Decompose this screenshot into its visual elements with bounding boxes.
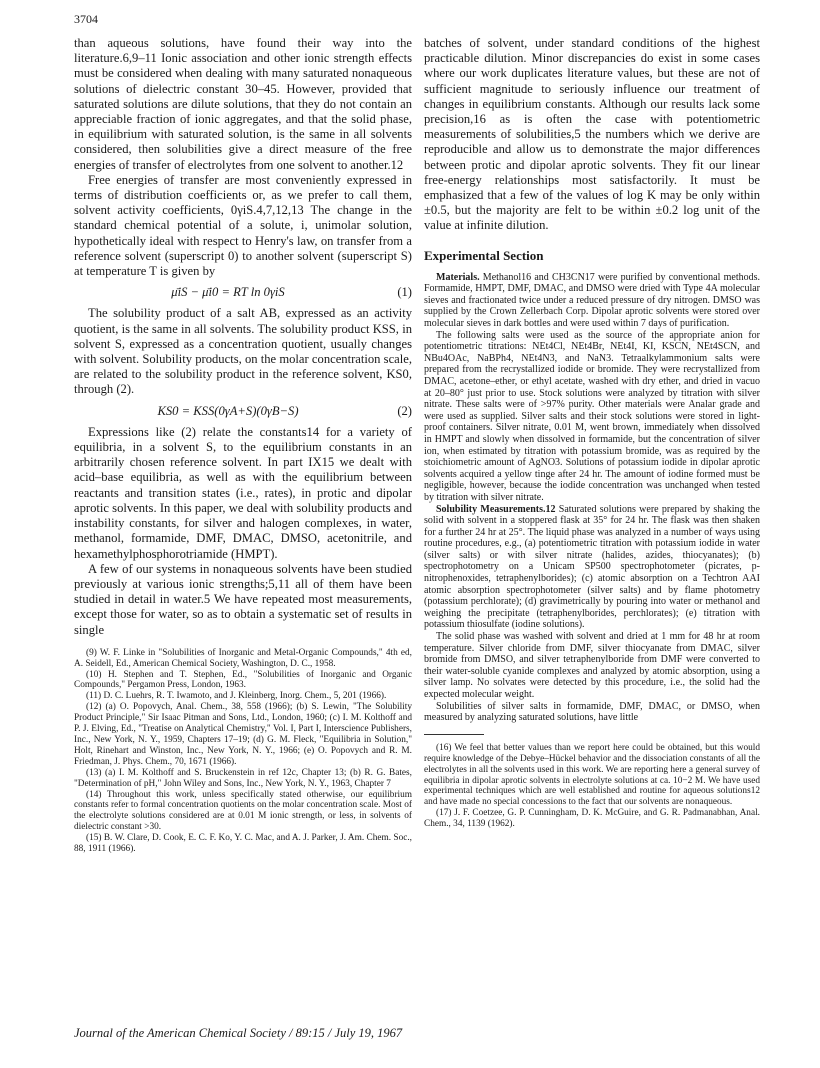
solubility-paragraph [424, 504, 760, 632]
paragraph: than aqueous solutions, have found their way into the literature.6,9–11 Ionic association and other ionic strength effects must be considered when dealing with many saturated nonaqueous solutions of dielectric constant 30–45. However, provided that saturated solutions are dilute solutions, that they do not contain an appreciable fraction of ionic aggregates, and that the solid phase, in equilibrium with saturated solution, is the same in all solvents considered, then solubilities give a direct measure of the free energies of transfer of electrolytes from one solvent to another.12 [74, 36, 412, 172]
page-number: 3704 [74, 12, 98, 26]
references [74, 648, 412, 855]
equation-1 [74, 285, 412, 300]
paragraph: Solubilities of silver salts in formamide, DMF, DMAC, or DMSO, when measured by analyzing saturated solutions, have little [424, 700, 760, 724]
right-column [424, 36, 760, 830]
paragraph-text: Methanol16 and CH3CN17 were purified by conventional methods. Formamide, HMPT, DMF, DMAC, and DMSO were dried with Type 4A molecular sieves and fractionated twice under a reduced pressure of dry nitrogen. DMSO was supplied by the Crown Zellerbach Corp. Dipolar aprotic solvents were stored over molecular sieves in dark bottles and were used within 7 days of purification. [424, 271, 760, 330]
reference: (12) (a) O. Popovych, Anal. Chem., 38, 558 (1966); (b) S. Lewin, "The Solubility Product Principle," Sir Isaac Pitman and Sons, Ltd., London, 1960; (c) I. M. Kolthoff and P. J. Elving, Ed., "Treatise on Analytical Chemistry," Vol. I, Part I, Interscience Publishers, Inc., New York, N. Y., 1959, Chapters 17–19; (d) G. M. Fleck, "Equilibria in Solution," Holt, Rinehart and Winston, Inc., New York, N. Y., 1966; (e) O. Popovych and R. M. Friedman, J. Phys. Chem., 70, 1671 (1966). [74, 702, 412, 767]
section-title: Experimental Section [424, 247, 544, 263]
reference: (13) (a) I. M. Kolthoff and S. Bruckenstein in ref 12c, Chapter 13; (b) R. G. Bates, "Determination of pH," John Wiley and Sons, Inc., New York, N. Y., 1963, Chapter 7 [74, 767, 412, 789]
equation-number: (1) [397, 285, 412, 300]
footnote-divider [424, 734, 484, 735]
left-column [74, 36, 412, 855]
footnote: (16) We feel that better values than we report here could be obtained, but this would require knowledge of the Debye–Hückel behavior and the dissociation constants of all the electrolytes in all the solvents used in this work. We are reporting here a general survey of equilibria in dipolar aprotic solvents in electrolyte solutions at ca. 10−2 M. We have used experimental techniques which are well established and routine for aqueous solutions12 and have made no special concessions to the fact that our solvents are nonaqueous. [424, 742, 760, 808]
paragraph: Free energies of transfer are most conveniently expressed in terms of distribution coefficients or, as we prefer to call them, solvent activity coefficients, 0γiS.4,7,12,13 The change in the standard chemical potential of a solute, i, unimolar solution, hypothetically ideal with respect to Henry's law, on transfer from a reference solvent (superscript 0) to another solvent (superscript S) at temperature T is given by [74, 172, 412, 279]
paragraph-text: Saturated solutions were prepared by shaking the solid with solvent in a stoppered flask at 35° for 24 hr. The flask was then shaken for a further 24 hr at 25°. The liquid phase was analyzed in a number of ways using routine procedures, e.g., (a) potentiometric titration with potassium iodide in water (silver salts) or with silver nitrate (halides, azides, thiocyanates); (b) spectrophotometry on a Unicam SP500 spectrophotometer (picrates, p-nitrophenoxides, tetraphenylborides); (c) atomic absorption on a Techtron AAI atomic absorption spectrophotometer (silver salts) and by flame photometry (potassium perchlorate); (d) gravimetrically by pouring into water or methanol and weighing the precipitate (tetraphenylborides, perchlorates); (e) titration with potassium thiosulfate (iodine solutions). [424, 503, 760, 631]
run-in-heading: Solubility Measurements.12 [436, 503, 556, 515]
paragraph: The solubility product of a salt AB, expressed as an activity quotient, is the same in all solvents. The solubility product KSS, in solvent S, expressed as a concentration quotient, usually changes with solvent. Solubility products, on the molar concentration scale, are related to the solubility product in the reference solvent, KS0, through (2). [74, 306, 412, 397]
footnote: (17) J. F. Coetzee, G. P. Cunningham, D. K. McGuire, and G. R. Padmanabhan, Anal. Chem., 34, 1139 (1962). [424, 808, 760, 830]
reference: (11) D. C. Luehrs, R. T. Iwamoto, and J. Kleinberg, Inorg. Chem., 5, 201 (1966). [86, 691, 387, 702]
paragraph: The following salts were used as the source of the appropriate anion for potentiometric titrations: NEt4Cl, NEt4Br, NEt4I, KI, KSCN, NEt4SCN, and NBu4OAc, NaBPh4, NEt4N3, and NaN3. Tetraalkylammonium salts were prepared from the recrystallized iodide or bromide. They were recrystallized from DMAC, acetone–ether, or ethyl acetate, washed with dry ether, and dried in vacuo at 20–80° just prior to use. Stock solutions were analyzed by titration with silver nitrate. These salts were of >97% purity. Other materials were Analar grade and were used as supplied. Silver salts and their stock solutions were stored in light-proof containers. Silver nitrate, 0.01 M, went brown, immediately when dissolved in HMPT and slowly when dissolved in formamide, but the concentration of silver ion, when estimated by titration with potassium bromide, was as required by the stoichiometric amount of AgNO3. Solutions of potassium iodide in dipolar aprotic solvents acquired a yellow tinge after 24 hr. The amount of iodine formed must be negligible, however, because the iodide concentration was unchanged when tested by titration with silver nitrate. [424, 329, 760, 503]
materials-paragraph [424, 272, 760, 330]
run-in-heading: Materials. [436, 271, 480, 283]
reference: (10) H. Stephen and T. Stephen, Ed., "Solubilities of Inorganic and Organic Compounds," Pergamon Press, London, 1963. [74, 669, 412, 691]
paragraph: batches of solvent, under standard conditions of the highest practicable dilution. Minor discrepancies do exist in some cases where our work duplicates literature values, but these are not of sufficient magnitude to seriously influence our treatment of changes in equilibrium constants. Although our results lack some precision,16 as is often the case with potentiometric measurements of solubilities,5 the numbers which we derive are reproducible and allow us to demonstrate the major differences between protic and dipolar aprotic solvents. They fit our linear free-energy relationships most satisfactorily. It must be emphasized that a few of the values of log K may be only within ±0.5, but the majority are felt to be within ±0.2 log unit of the value at infinite dilution. [424, 36, 760, 233]
journal-footer: Journal of the American Chemical Society / 89:15 / July 19, 1967 [74, 1026, 403, 1040]
reference: (9) W. F. Linke in "Solubilities of Inorganic and Metal-Organic Compounds," 4th ed, A. Seidell, Ed., American Chemical Society, Washington, D. C., 1958. [74, 647, 412, 669]
reference: (15) B. W. Clare, D. Cook, E. C. F. Ko, Y. C. Mac, and A. J. Parker, J. Am. Chem. Soc., 88, 1911 (1966). [74, 833, 412, 855]
equation-expression: μ̄iS − μ̄i0 = RT ln 0γiS [171, 285, 285, 300]
paragraph: A few of our systems in nonaqueous solvents have been studied previously at various ionic strengths;5,11 all of them have been studied in detail in water.5 We have repeated most measurements, except those for water, so as to obtain a systematic set of results in single [74, 561, 412, 637]
equation-2 [74, 404, 412, 419]
equation-expression: KS0 = KSS(0γA+S)(0γB−S) [157, 403, 299, 418]
paragraph: The solid phase was washed with solvent and dried at 1 mm for 48 hr at room temperature. Silver chloride from DMF, silver thiocyanate from DMAC, silver bromide from DMSO, and silver tetraphenylboride from DMF were converted to their water-soluble cyanide complexes and analyzed by atomic absorption, using a silver lamp. No solvates were detected by this procedure, i.e., the solid had the expected molecular weight. [424, 631, 760, 701]
reference: (14) Throughout this work, unless specifically stated otherwise, our equilibrium constants refer to formal concentration quotients on the molar concentration scale. Most of the electrolyte solutions considered are at 0.01 M ionic strength, or less, in solvents of dielectric constant >30. [74, 789, 412, 833]
equation-number: (2) [397, 403, 412, 418]
paragraph: Expressions like (2) relate the constants14 for a variety of equilibria, in a solvent S, to the equilibrium constants in an arbitrarily chosen reference solvent. In part IX15 we dealt with acid–base equilibria, as well as with the equilibrium between reactants and transition states (i.e., rates), in protic and dipolar aprotic solvents. In this paper, we deal with solubility products and instability constants, for silver and halogen complexes, in water, methanol, formamide, DMF, DMAC, DMSO, acetonitrile, and hexamethylphosphorotriamide (HMPT). [74, 424, 412, 561]
